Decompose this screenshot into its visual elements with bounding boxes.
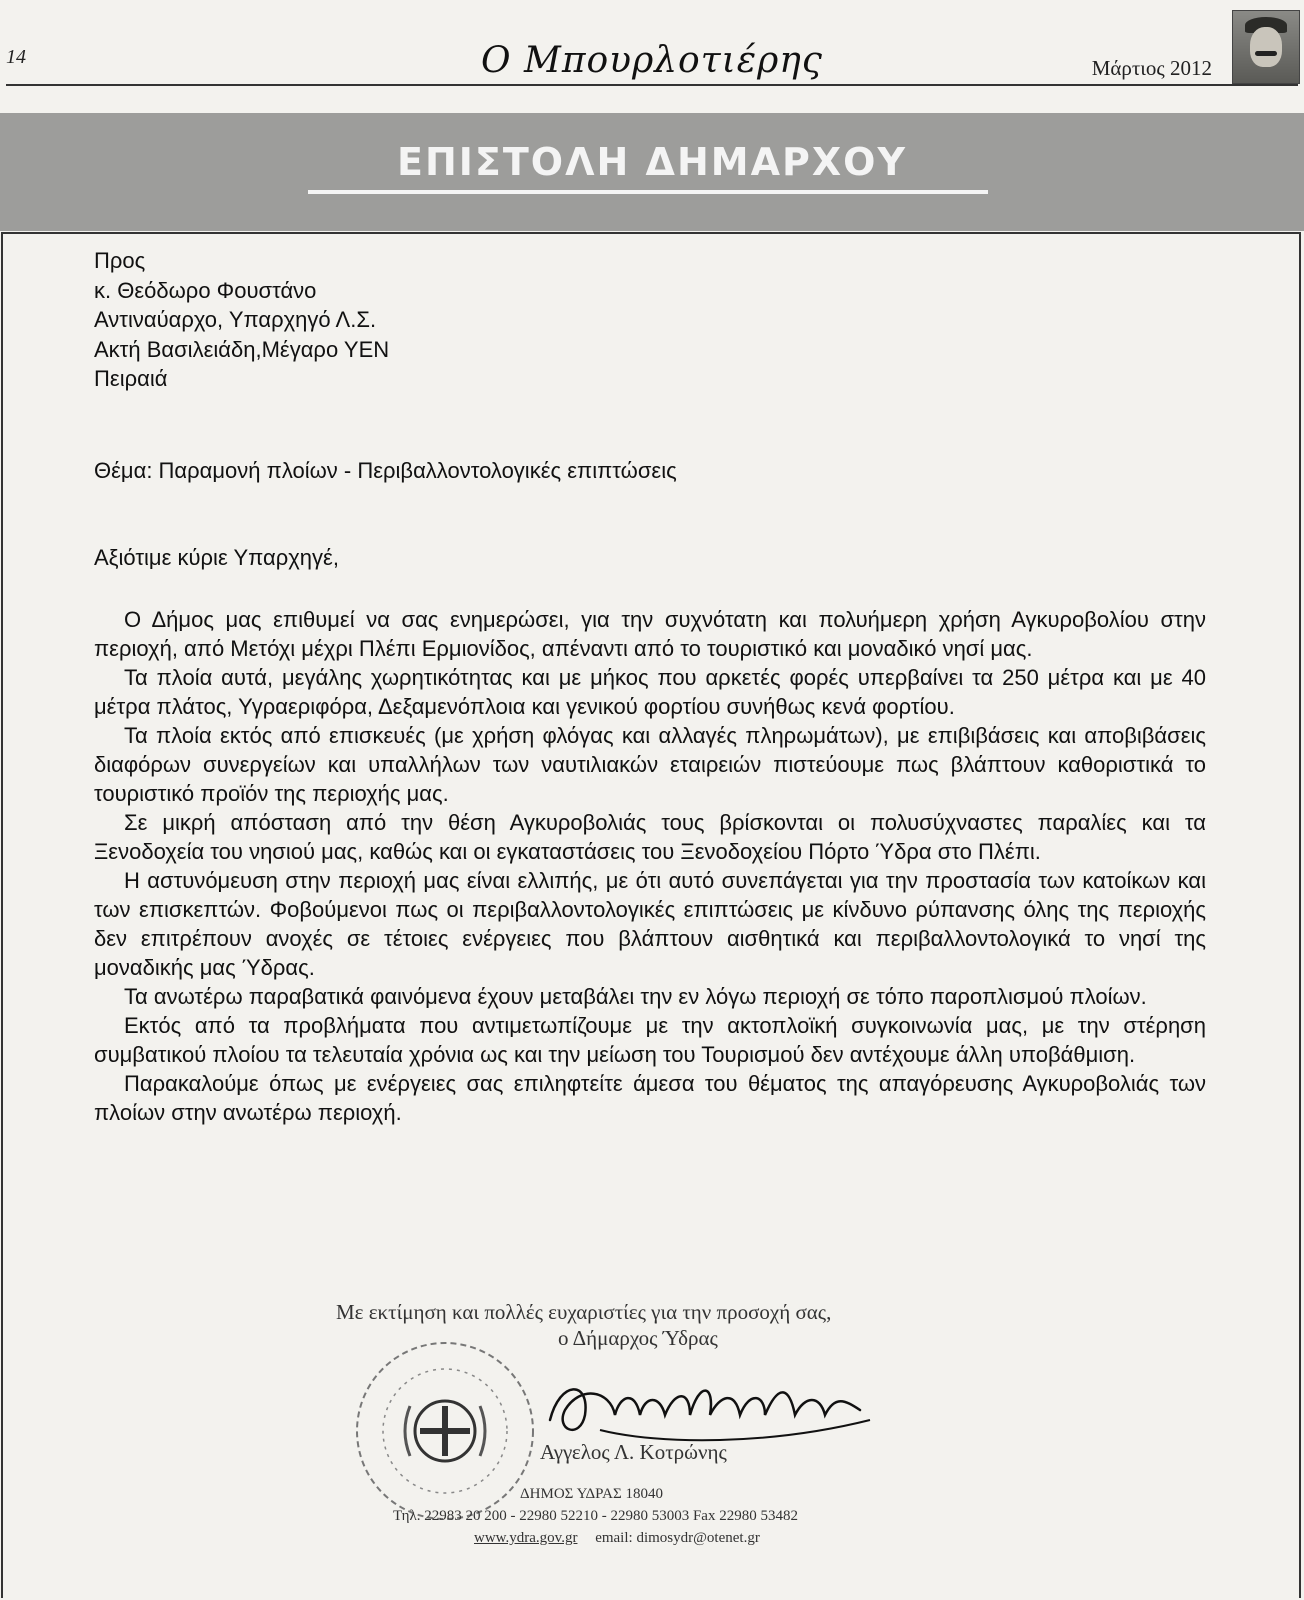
- recipient-block: [94, 246, 389, 394]
- body-paragraph: Σε μικρή απόσταση από την θέση Αγκυροβολιάς τους βρίσκονται οι πολυσύχναστες παραλίες και τα Ξενοδοχεία του νησιού μας, καθώς και οι εγκαταστάσεις του Ξενοδοχείου Πόρτο Ύδρα στο Πλέπι.: [94, 810, 1206, 864]
- municipality-contacts: [474, 1530, 760, 1547]
- body-paragraph: Ο Δήμος μας επιθυμεί να σας ενημερώσει, για την συχνότατη και πολυήμερη χρήση Αγκυροβολίου στην περιοχή, από Μετόχι μέχρι Πλέπι Ερμιονίδος, απέναντι από το τουριστικό και μοναδικό νησί μας.: [94, 607, 1206, 661]
- municipal-seal-stamp: [350, 1336, 540, 1526]
- body-paragraph: Εκτός από τα προβλήματα που αντιμετωπίζουμε με την ακτοπλοϊκή συγκοινωνία μας, με την στέρηση συμβατικού πλοίου τα τελευταία χρόνια ως και την μείωση του Τουρισμού δεν αντέχουμε άλλη υποβάθμιση.: [94, 1013, 1206, 1067]
- page-number: 14: [6, 46, 26, 68]
- section-title-underline: [308, 190, 988, 194]
- email-text: email: dimosydr@otenet.gr: [595, 1530, 760, 1546]
- body-paragraph: Παρακαλούμε όπως με ενέργειες σας επιληφτείτε άμεσα του θέματος της απαγόρευσης Αγκυροβολιάς των πλοίων στην ανωτέρω περιοχή.: [94, 1071, 1206, 1125]
- recipient-line: Ακτή Βασιλειάδη,Μέγαρο ΥΕΝ: [94, 336, 390, 362]
- body-paragraph: Η αστυνόμευση στην περιοχή μας είναι ελλιπής, με ότι αυτό συνεπάγεται για την προστασία των κατοίκων και των επισκεπτών. Φοβούμενοι πως οι περιβαλλοντολογικές επιπτώσεις με κίνδυνο ρύπανσης όλης της περιοχής δεν επιτρέπουν ανοχές σε τέτοιες ενέργειες που βλάπτουν αισθητικά και περιβαλλοντολογικά το νησί της μοναδικής μας Ύδρας.: [94, 868, 1206, 980]
- signer-title: ο Δήμαρχος Ύδρας: [558, 1326, 718, 1350]
- body-paragraph: Τα ανωτέρω παραβατικά φαινόμενα έχουν μεταβάλει την εν λόγω περιοχή σε τόπο παροπλισμού πλοίων.: [124, 984, 1147, 1009]
- recipient-line: Πειραιά: [94, 366, 168, 391]
- closing-text: Με εκτίμηση και πολλές ευχαριστίες για την προσοχή σας,: [336, 1300, 832, 1324]
- issue-date: Μάρτιος 2012: [1091, 56, 1212, 80]
- masthead-portrait-image: [1232, 10, 1300, 84]
- header-divider: [6, 84, 1298, 86]
- municipality-address: ΔΗΜΟΣ ΥΔΡΑΣ 18040: [520, 1486, 663, 1502]
- letter-salutation: Αξιότιμε κύριε Υπαρχηγέ,: [94, 545, 339, 570]
- signer-name: Αγγελος Λ. Κοτρώνης: [540, 1440, 727, 1464]
- letter-body: [94, 605, 1206, 1127]
- body-paragraph: Τα πλοία αυτά, μεγάλης χωρητικότητας και με μήκος που αρκετές φορές υπερβαίνει τα 250 μέτρα και με 40 μέτρα πλάτος, Υγραεριφόρα, Δεξαμενόπλοια και γενικού φορτίου συνήθως κενά φορτίου.: [94, 665, 1206, 719]
- website-link[interactable]: www.ydra.gov.gr: [474, 1530, 578, 1546]
- recipient-line: Αντιναύαρχο, Υπαρχηγό Λ.Σ.: [94, 307, 377, 332]
- section-title: ΕΠΙΣΤΟΛΗ ΔΗΜΑΡΧΟΥ: [397, 140, 907, 184]
- recipient-line: Προς: [94, 248, 146, 273]
- handwritten-signature: [540, 1360, 880, 1450]
- municipality-phones: Τηλ. 22983 20 200 - 22980 52210 - 22980 53003 Fax 22980 53482: [393, 1508, 798, 1524]
- newspaper-masthead: Ο Μπουρλοτιέρης: [481, 40, 823, 81]
- letter-subject: Θέμα: Παραμονή πλοίων - Περιβαλλοντολογικές επιπτώσεις: [94, 458, 677, 483]
- recipient-line: κ. Θεόδωρο Φουστάνο: [94, 277, 317, 303]
- body-paragraph: Τα πλοία εκτός από επισκευές (με χρήση φλόγας και αλλαγές πληρωμάτων), με επιβιβάσεις και αποβιβάσεις διαφόρων συνεργείων και υπαλλήλων των ναυτιλιακών εταιρειών πιστεύουμε πως βλάπτουν καθοριστικά το τουριστικό προϊόν της περιοχής μας.: [94, 723, 1206, 806]
